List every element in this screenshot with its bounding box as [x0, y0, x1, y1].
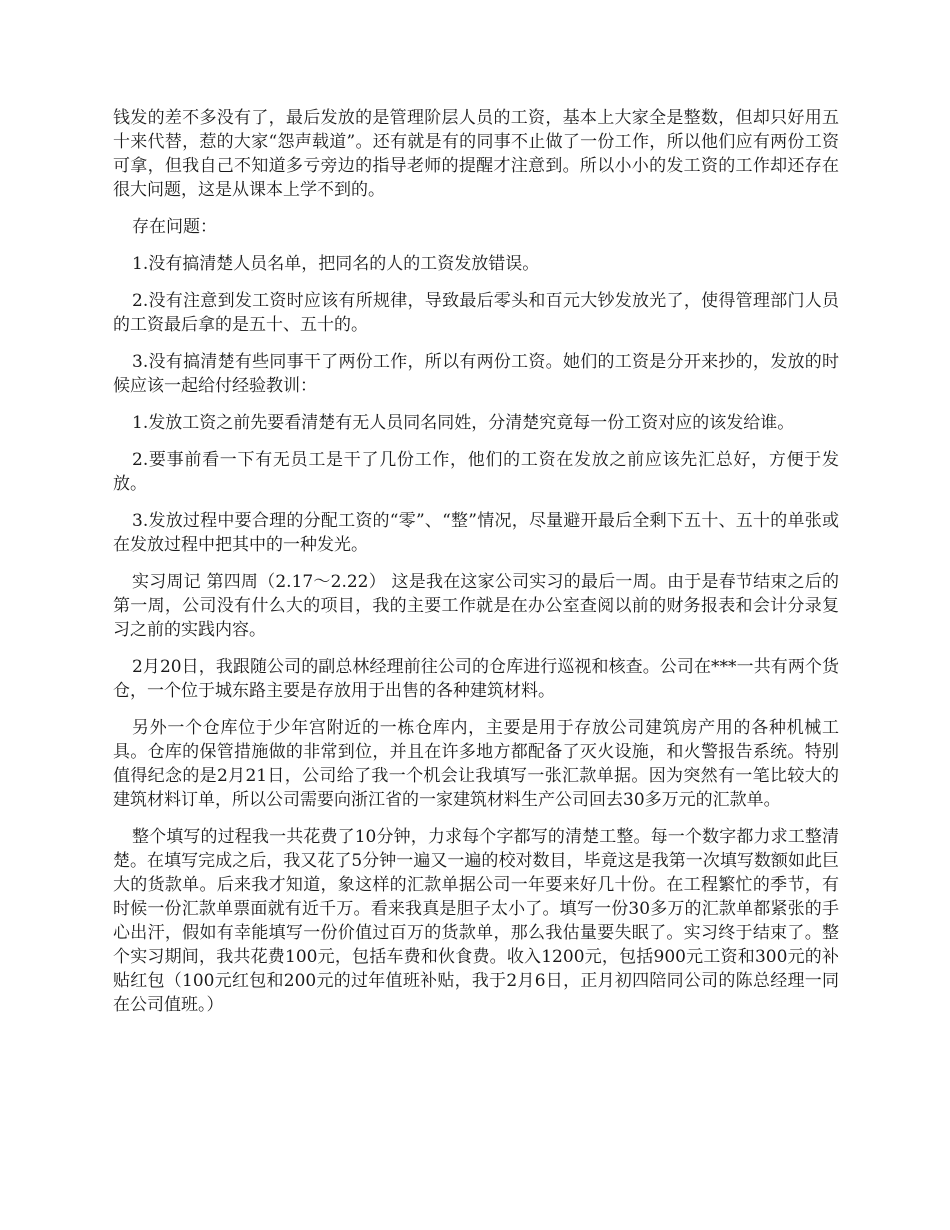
paragraph-lesson-2: 2.要事前看一下有无员工是干了几份工作，他们的工资在发放之前应该先汇总好，方便于发放。	[113, 450, 839, 494]
paragraph-problems-heading: 存在问题：	[132, 217, 217, 237]
paragraph-remittance-summary: 整个填写的过程我一共花费了10分钟，力求每个字都写的清楚工整。每一个数字都力求工整清楚。在填写完成之后，我又花了5分钟一遍又一遍的校对数目，毕竟这是我第一次填写数额如此巨大的货款单。后来我才知道，象这样的汇款单据公司一年要来好几十份。在工程繁忙的季节，有时候一份汇款单票面就有近千万。看来我真是胆子太小了。填写一份30多万的汇款单都紧张的手心出汗，假如有幸能填写一份价值过百万的货款单，那么我估量要失眠了。实习终于结束了。整个实习期间，我共花费100元，包括车费和伙食费。收入1200元，包括900元工资和300元的补贴红包（100元红包和200元的过年值班补贴，我于2月6日，正月初四陪同公司的陈总经理一同在公司值班。）	[113, 827, 839, 1015]
paragraph-lesson-3: 3.发放过程中要合理的分配工资的“零”、“整”情况，尽量避开最后全剩下五十、五十的单张或在发放过程中把其中的一种发光。	[113, 511, 839, 555]
document-body	[113, 106, 839, 1030]
paragraph-problem-1: 1.没有搞清楚人员名单，把同名的人的工资发放错误。	[132, 254, 540, 274]
paragraph-problem-3: 3.没有搞清楚有些同事干了两份工作，所以有两份工资。她们的工资是分开来抄的，发放的时候应该一起给付经验教训：	[113, 352, 839, 396]
paragraph-salary-summary: 钱发的差不多没有了，最后发放的是管理阶层人员的工资，基本上大家全是整数，但却只好用五十来代替，惹的大家“怨声载道”。还有就是有的同事不止做了一份工作，所以他们应有两份工资可拿，但我自己不知道多亏旁边的指导老师的提醒才注意到。所以小小的发工资的工作却还存在很大问题，这是从课本上学不到的。	[113, 108, 839, 200]
paragraph-problem-2: 2.没有注意到发工资时应该有所规律，导致最后零头和百元大钞发放光了，使得管理部门人员的工资最后拿的是五十、五十的。	[113, 291, 839, 335]
paragraph-lesson-1: 1.发放工资之前先要看清楚有无人员同名同姓，分清楚究竟每一份工资对应的该发给谁。	[132, 413, 795, 433]
paragraph-warehouse-visit: 2月20日，我跟随公司的副总林经理前往公司的仓库进行巡视和核查。公司在***一共有两个货仓，一个位于城东路主要是存放用于出售的各种建筑材料。	[113, 657, 839, 701]
paragraph-second-warehouse: 另外一个仓库位于少年宫附近的一栋仓库内，主要是用于存放公司建筑房产用的各种机械工具。仓库的保管措施做的非常到位，并且在许多地方都配备了灭火设施，和火警报告系统。特别值得纪念的是2月21日，公司给了我一个机会让我填写一张汇款单据。因为突然有一笔比较大的建筑材料订单，所以公司需要向浙江省的一家建筑材料生产公司回去30多万元的汇款单。	[113, 718, 839, 810]
paragraph-week-four: 实习周记 第四周（2.17～2.22） 这是我在这家公司实习的最后一周。由于是春节结束之后的第一周，公司没有什么大的项目，我的主要工作就是在办公室查阅以前的财务报表和会计分录复习之前的实践内容。	[113, 572, 839, 640]
